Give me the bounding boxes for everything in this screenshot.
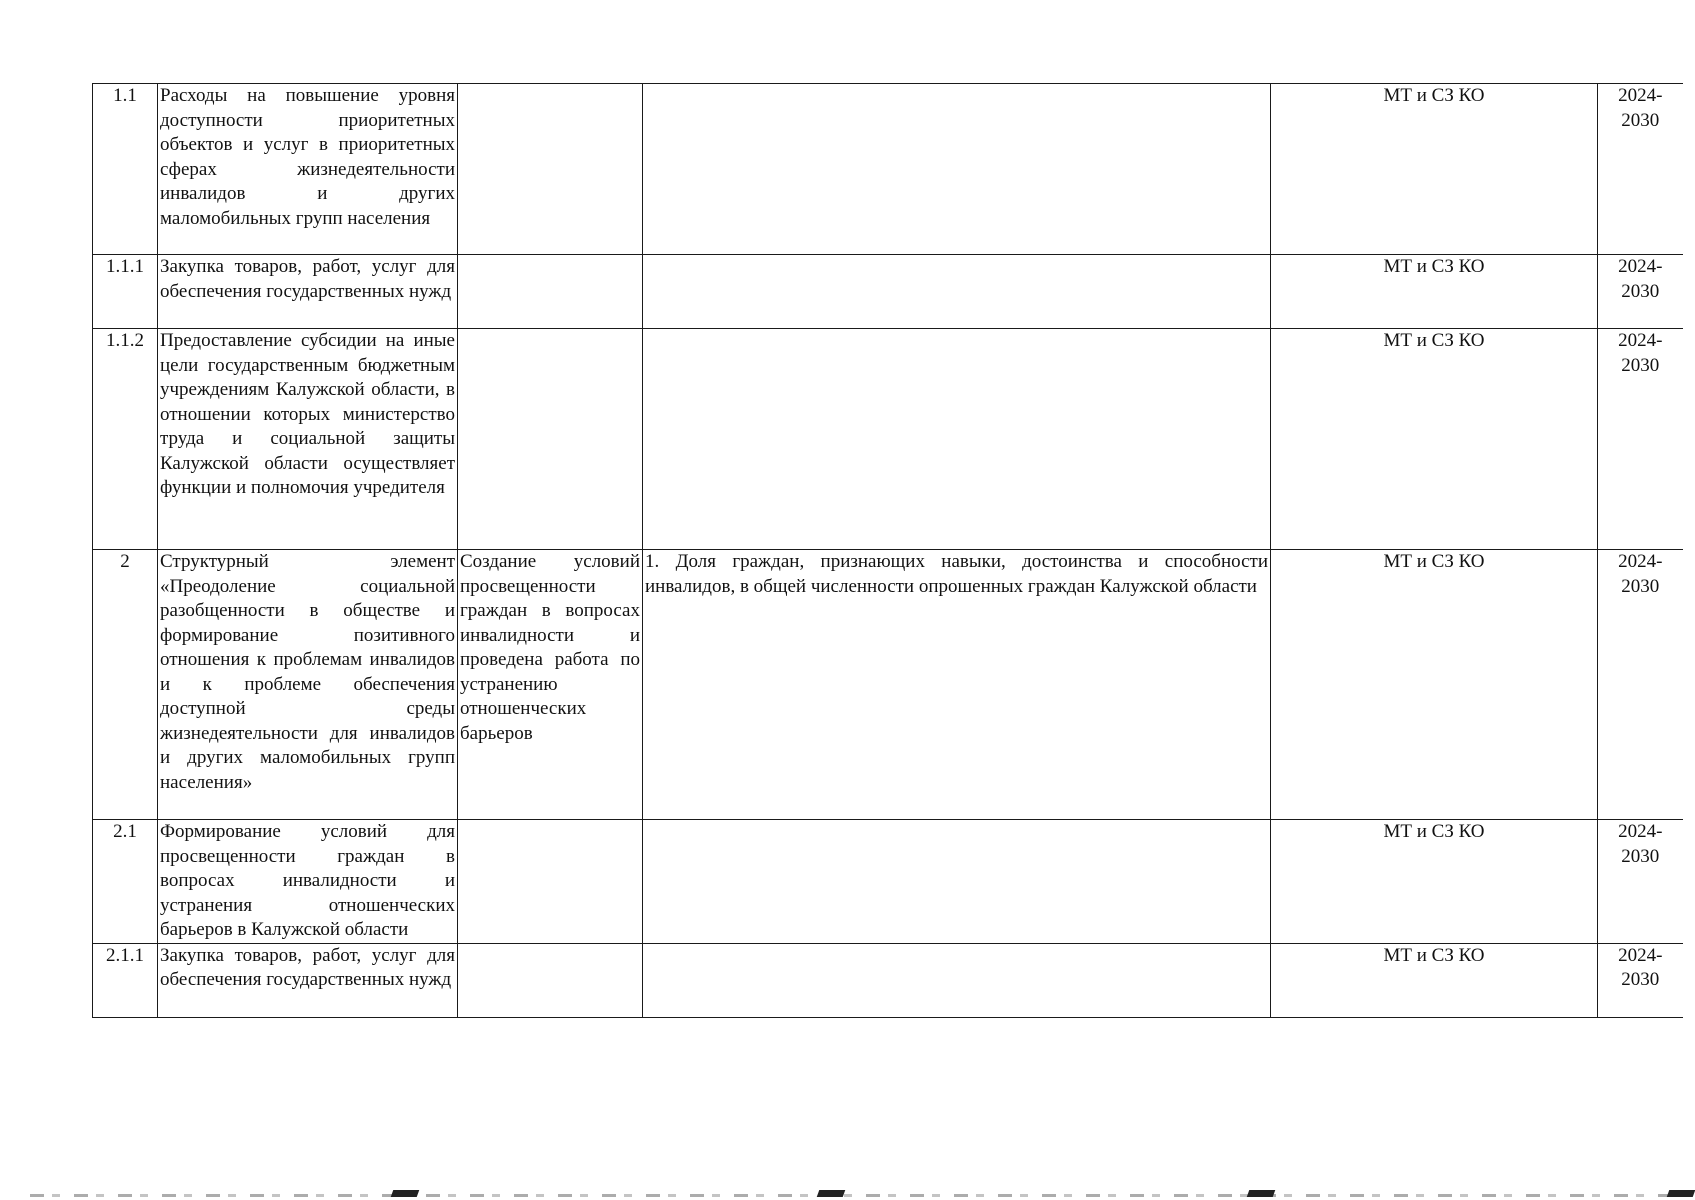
table-row bbox=[93, 329, 1683, 550]
program-structure-table bbox=[92, 83, 1683, 1018]
responsible-cell: МТ и СЗ КО bbox=[1271, 329, 1598, 550]
row-number: 1.1.2 bbox=[93, 329, 158, 550]
period-start: 2024- bbox=[1618, 330, 1663, 351]
responsible-cell: МТ и СЗ КО bbox=[1271, 255, 1598, 329]
task-cell bbox=[458, 943, 643, 1017]
element-name: Структурный элемент «Преодоление социальной разобщенности в обществе и формирование позитивного отношения к проблемам инвалидов и к проблеме обеспечения доступной среды жизнедеятельности для инвалидов и других маломобильных групп населения» bbox=[158, 550, 458, 820]
period-end: 2030 bbox=[1621, 280, 1660, 302]
responsible-cell: МТ и СЗ КО bbox=[1271, 84, 1598, 255]
period-start: 2024- bbox=[1618, 551, 1663, 572]
row-number: 2.1 bbox=[93, 820, 158, 944]
period-cell bbox=[1598, 84, 1683, 255]
task-cell bbox=[458, 329, 643, 550]
scan-artifact-mark bbox=[391, 1190, 420, 1197]
task-cell bbox=[458, 84, 643, 255]
element-name: Расходы на повышение уровня доступности приоритетных объектов и услуг в приоритетных сферах жизнедеятельности инвалидов и других маломобильных групп населения bbox=[158, 84, 458, 255]
period-cell bbox=[1598, 255, 1683, 329]
indicator-cell bbox=[643, 943, 1271, 1017]
responsible-cell: МТ и СЗ КО bbox=[1271, 820, 1598, 944]
indicator-cell bbox=[643, 255, 1271, 329]
row-number: 1.1.1 bbox=[93, 255, 158, 329]
period-end: 2030 bbox=[1621, 575, 1660, 597]
period-end: 2030 bbox=[1621, 845, 1660, 867]
task-cell bbox=[458, 255, 643, 329]
task-cell: Создание условий просвещенности граждан в вопросах инвалидности и проведена работа по устранению отношенческих барьеров bbox=[458, 550, 643, 820]
indicator-cell: 1. Доля граждан, признающих навыки, достоинства и способности инвалидов, в общей численности опрошенных граждан Калужской области bbox=[643, 550, 1271, 820]
element-name: Закупка товаров, работ, услуг для обеспечения государственных нужд bbox=[158, 255, 458, 329]
period-start: 2024- bbox=[1618, 821, 1663, 842]
period-cell bbox=[1598, 820, 1683, 944]
indicator-cell bbox=[643, 820, 1271, 944]
row-number: 1.1 bbox=[93, 84, 158, 255]
period-cell bbox=[1598, 329, 1683, 550]
table-row bbox=[93, 550, 1683, 820]
period-end: 2030 bbox=[1621, 354, 1660, 376]
responsible-cell: МТ и СЗ КО bbox=[1271, 550, 1598, 820]
indicator-cell bbox=[643, 84, 1271, 255]
element-name: Закупка товаров, работ, услуг для обеспечения государственных нужд bbox=[158, 943, 458, 1017]
scan-artifact-mark bbox=[1667, 1190, 1695, 1197]
period-start: 2024- bbox=[1618, 256, 1663, 277]
scan-artifact-strip bbox=[30, 1194, 1690, 1197]
element-name: Формирование условий для просвещенности граждан в вопросах инвалидности и устранения отношенческих барьеров в Калужской области bbox=[158, 820, 458, 944]
row-number: 2.1.1 bbox=[93, 943, 158, 1017]
table-row bbox=[93, 255, 1683, 329]
responsible-cell: МТ и СЗ КО bbox=[1271, 943, 1598, 1017]
table-row bbox=[93, 84, 1683, 255]
scan-artifact-mark bbox=[817, 1190, 846, 1197]
period-cell bbox=[1598, 550, 1683, 820]
table-row bbox=[93, 943, 1683, 1017]
period-end: 2030 bbox=[1621, 969, 1660, 990]
scan-artifact-mark bbox=[1247, 1190, 1276, 1197]
element-name: Предоставление субсидии на иные цели государственным бюджетным учреждениям Калужской области, в отношении которых министерство труда и социальной защиты Калужской области осуществляет функции и полномочия учредителя bbox=[158, 329, 458, 550]
row-number: 2 bbox=[93, 550, 158, 820]
period-cell bbox=[1598, 943, 1683, 1017]
table-row bbox=[93, 820, 1683, 944]
period-end: 2030 bbox=[1621, 109, 1660, 131]
indicator-cell bbox=[643, 329, 1271, 550]
task-cell bbox=[458, 820, 643, 944]
period-start: 2024- bbox=[1618, 85, 1663, 106]
period-start: 2024- bbox=[1618, 944, 1663, 966]
